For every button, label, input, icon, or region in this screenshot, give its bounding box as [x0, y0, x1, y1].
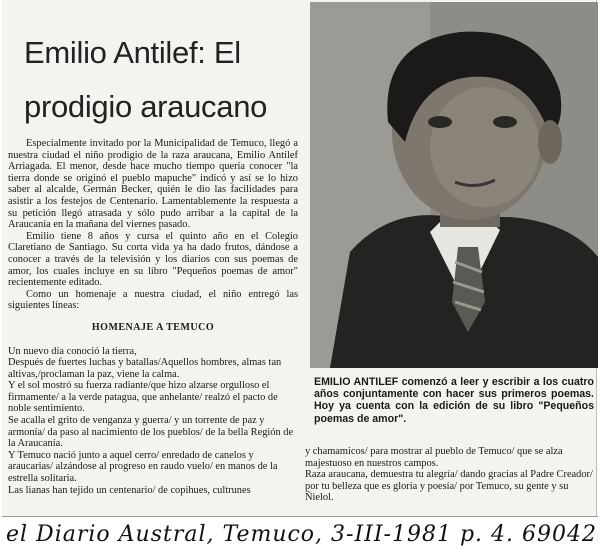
poem-verse-4: Se acalla el grito de venganza y guerra/ y un torrente de paz y armonía/ da paso al nacimiento de los pueblos/ de la bella Región de la Araucanía. [8, 415, 294, 450]
portrait-illustration [310, 2, 598, 368]
left-column [8, 138, 298, 496]
boy-portrait-photo [310, 2, 598, 368]
poem-verse-5: Y Temuco nació junto a aquel cerro/ enredado de canelos y araucarias/ alzándose al progreso en raudo vuelo/ en manos de la estrella solitaria. [8, 449, 278, 485]
poem-verse-6: Las lianas han tejido un centenario/ de copihues, cultrunes [8, 484, 251, 496]
poem-verse-7: y chamamicos/ para mostrar al pueblo de Temuco/ que se alza majestuoso en nuestros campos. [305, 446, 563, 469]
clipping-edge [2, 516, 598, 517]
title-line-1: Emilio Antilef: El [24, 35, 241, 70]
article-title [24, 26, 302, 134]
poem-verse-2: Después de fuertes luchas y batallas/Aquellos hombres, almas tan altivas,/proclaman la paz, viene la calma. [8, 357, 282, 380]
intro-paragraph-1: Especialmente invitado por la Municipalidad de Temuco, llegó a nuestra ciudad el niño prodigio de la raza araucana, Emilio Antilef Arriagada. El menor, desde hace mucho tiempo quería conocer "la tierra donde se originó el pueblo mapuche" indicó y así se lo hizo saber al alcalde, Germán Becker, quién le dio las facilidades para asistir a los festejos de Centenario. Lamentablemente la respuesta a su petición llegó atrasada y sólo pudo arribar a la capital de la Araucanía en la mañana del viernes pasado. [8, 138, 298, 231]
poem-heading: HOMENAJE A TEMUCO [91, 321, 215, 333]
poem-verse-8: Raza araucana, demuestra tu alegría/ dando gracias al Padre Creador/ por tu belleza que es gloria y poesía/ por Temuco, su gente y su Ñielol. [305, 469, 593, 504]
intro-paragraph-2: Emilio tiene 8 años y cursa el quinto año en el Colegio Claretiano de Santiago. Su corta vida ya ha dado frutos, dándose a conocer a través de la televisión y los diarios con sus poemas de amor, los cuales incluye en su libro "Pequeños poemas de amor" recientemente editado. [8, 230, 298, 289]
newspaper-clipping [2, 0, 597, 516]
poem-verse-1: Un nuevo día conoció la tierra, [8, 345, 137, 357]
title-line-2: prodigio araucano [24, 89, 268, 124]
intro-paragraph-3: Como un homenaje a nuestra ciudad, el niño entregó las siguientes líneas: [8, 288, 298, 312]
handwritten-source-note: el Diario Austral, Temuco, 3-III-1981 p. 4. 69042 [6, 522, 597, 547]
photo-caption: EMILIO ANTILEF comenzó a leer y escribir a los cuatro años conjuntamente con hacer sus primeros poemas. Hoy ya cuenta con la edición de su libro "Pequeños poemas de amor". [314, 376, 594, 425]
right-column [305, 446, 595, 504]
poem-verse-3: Y el sol mostró su fuerza radiante/que hizo alzarse orgulloso el firmamente/ a la verde patagua, que anhelante/ realzó el pacto de noble sentimiento. [8, 380, 278, 415]
